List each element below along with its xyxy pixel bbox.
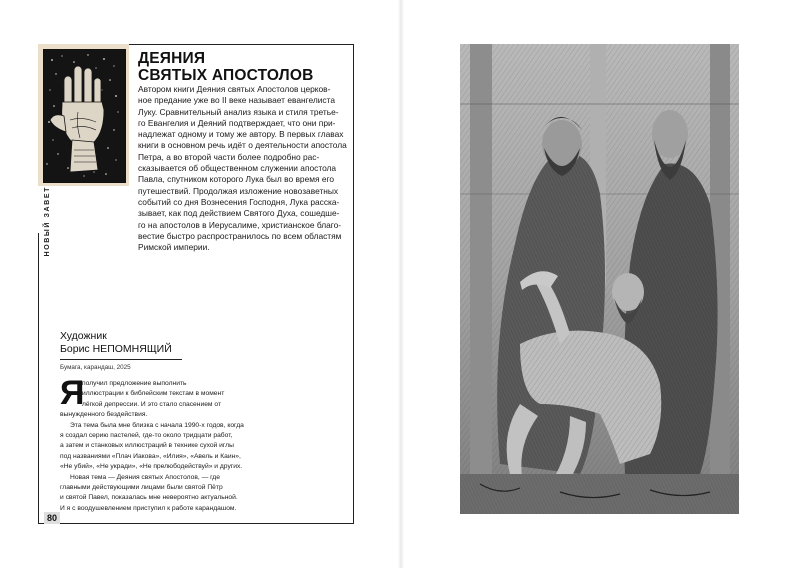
intro-line: ное предание уже во II веке называет евангелиста bbox=[138, 95, 336, 106]
intro-line: зывает, как под действием Святого Духа, сошедше- bbox=[138, 208, 340, 219]
page-number: 80 bbox=[44, 512, 60, 524]
drop-cap: Я bbox=[60, 374, 85, 412]
essay-line: главными действующими лицами были святой Пётр bbox=[60, 484, 223, 492]
essay-line: иллюстрации к библейским текстам в момент bbox=[82, 390, 225, 398]
title-line: СВЯТЫХ АПОСТОЛОВ bbox=[138, 67, 314, 84]
artist-essay bbox=[60, 379, 292, 514]
intro-line: Автором книги Деяния святых Апостолов церков- bbox=[138, 84, 331, 94]
essay-line: получил предложение выполнить bbox=[82, 380, 187, 387]
essay-line: под названиями «Плач Иакова», «Илия», «Авель и Каин», bbox=[60, 452, 241, 460]
hand-icon bbox=[44, 50, 123, 180]
essay-line: И я с воодушевлением приступил к работе карандашом. bbox=[60, 504, 237, 512]
section-label: НОВЫЙ ЗАВЕТ bbox=[44, 186, 51, 257]
essay-line: Новая тема — Деяния святых Апостолов, — где bbox=[70, 473, 220, 481]
intro-line: сказывается об общественном служении апостола bbox=[138, 163, 337, 174]
essay-line: а затем и станковых иллюстраций в технике сухой иглы bbox=[60, 442, 234, 450]
artist-divider bbox=[60, 359, 182, 360]
intro-line: событий со дня Вознесения Господня, Лука расска- bbox=[138, 196, 340, 207]
intro-line: Римской империи. bbox=[138, 242, 210, 253]
intro-line: книги в основном речь идёт о деятельности апостола bbox=[138, 140, 347, 151]
apostles-drawing bbox=[460, 44, 739, 514]
essay-line: Эта тема была мне близка с начала 1990-х годов, когда bbox=[70, 421, 244, 429]
intro-line: надлежат одному и тому же автору. В первых главах bbox=[138, 129, 344, 140]
artwork-medium: Бумага, карандаш, 2025 bbox=[60, 364, 131, 371]
title-line: ДЕЯНИЯ bbox=[138, 50, 206, 67]
essay-line: и святой Павел, показалась мне невероятно актуальной. bbox=[60, 494, 238, 502]
intro-line: Павла, спутником которого Лука был во время его bbox=[138, 174, 335, 185]
intro-line: Петра, а во второй части более подробно рас- bbox=[138, 151, 320, 162]
essay-line: вынужденного бездействия. bbox=[60, 411, 148, 419]
essay-line: я создал серию пастелей, где-то около тридцати работ, bbox=[60, 432, 233, 440]
intro-line: го на апостолов в Иерусалиме, христианское благо- bbox=[138, 219, 342, 230]
pencil-illustration bbox=[460, 44, 739, 514]
artist-label: Художник bbox=[60, 330, 107, 342]
hand-emblem bbox=[38, 44, 129, 186]
page-title bbox=[138, 50, 348, 84]
intro-line: путешествий. Продолжая изложение новозаветных bbox=[138, 185, 339, 196]
essay-line: лёгкой депрессии. И это стало спасением от bbox=[82, 400, 222, 408]
intro-line: го Евангелия и Деяний подтверждает, что они при- bbox=[138, 117, 336, 128]
frame-left-rule bbox=[38, 233, 39, 524]
artist-name: Борис НЕПОМНЯЩИЙ bbox=[60, 343, 172, 355]
intro-line: Луку. Сравнительный анализ языка и стиля третье- bbox=[138, 106, 339, 117]
intro-line: вестие быстро распространилось по всем областям bbox=[138, 230, 342, 241]
intro-paragraph bbox=[138, 84, 350, 253]
essay-line: «Не убий», «Не укради», «Не прелюбодействуй» и других. bbox=[60, 463, 243, 471]
